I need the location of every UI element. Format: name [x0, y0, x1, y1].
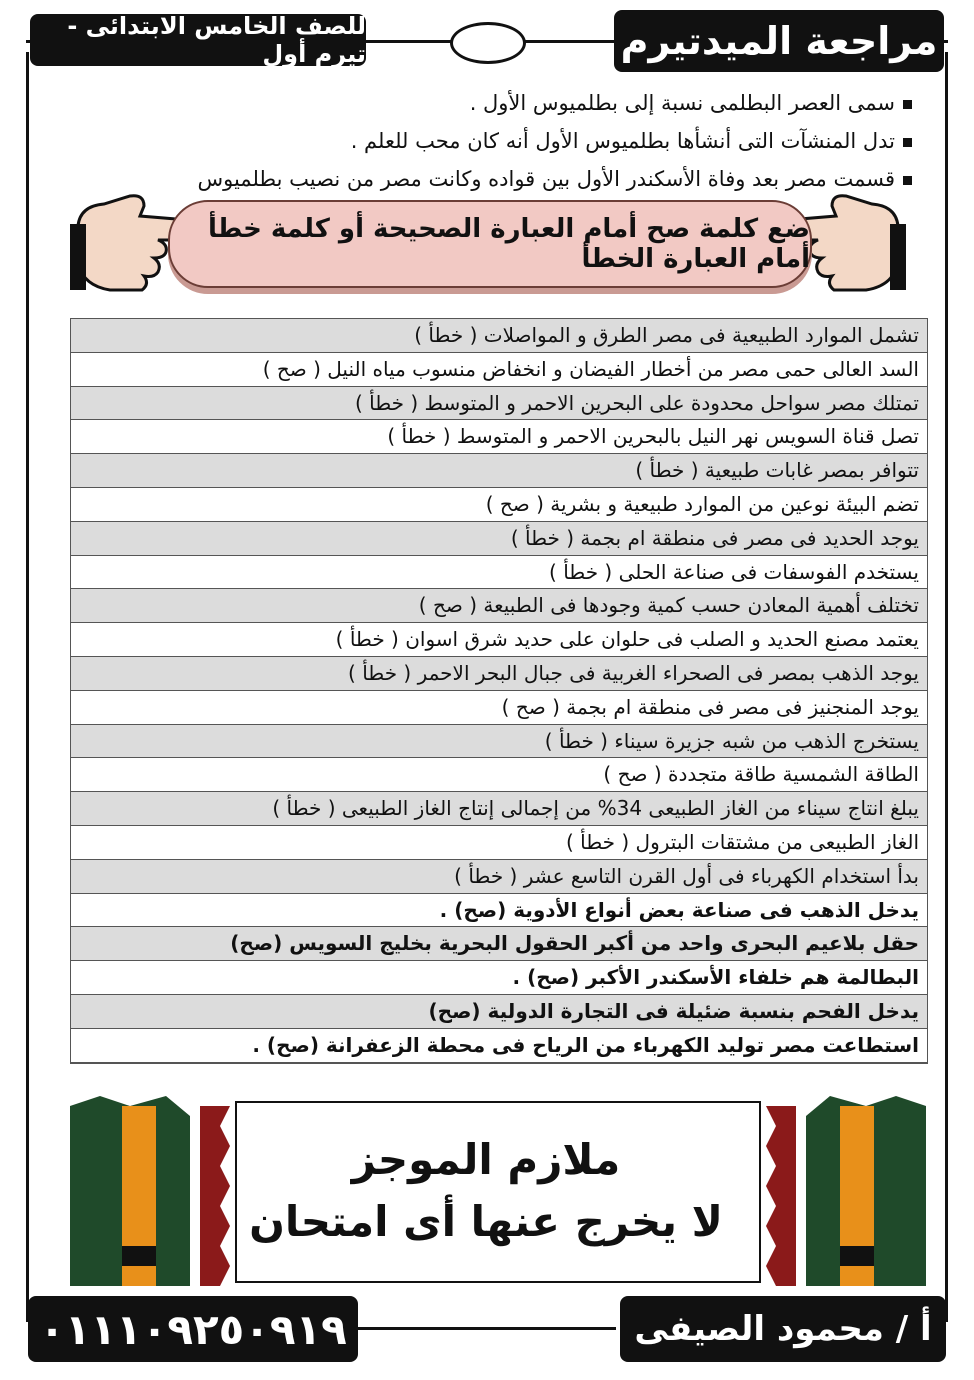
questions-table	[70, 318, 928, 1064]
question-row: يستخرج الذهب من شبه جزيرة سيناء ( خطأ )	[71, 725, 927, 759]
slogan-line-2: لا يخرج عنها أى امتحان	[249, 1197, 723, 1246]
question-row: تختلف أهمية المعادن حسب كمية وجودها فى الطبيعة ( صح )	[71, 589, 927, 623]
question-row: السد العالى حمى مصر من أخطار الفيضان و انخفاض منسوب مياه النيل ( صح )	[71, 353, 927, 387]
question-row: الغاز الطبيعى من مشتقات البترول ( خطأ )	[71, 826, 927, 860]
question-row: يدخل الفحم بنسبة ضئيلة فى التجارة الدولية (صح)	[71, 995, 927, 1029]
question-row: الطاقة الشمسية طاقة متجددة ( صح )	[71, 758, 927, 792]
square-bullet-icon	[903, 138, 912, 147]
question-row: حقل بلاعيم البحرى واحد من أكبر الحقول البحرية بخليج السويس (صح)	[71, 927, 927, 961]
page-title: مراجعة الميدتيرم	[614, 10, 944, 72]
instruction-banner: ضع كلمة صح أمام العبارة الصحيحة أو كلمة خطأ أمام العبارة الخطأ	[168, 200, 812, 288]
question-row: تضم البيئة نوعين من الموارد طبيعية و بشرية ( صح )	[71, 488, 927, 522]
square-bullet-icon	[903, 176, 912, 185]
question-row: يوجد المنجنيز فى مصر فى منطقة ام بجمة ( صح )	[71, 691, 927, 725]
question-row: يبلغ انتاج سيناء من الغاز الطبيعى 34% من إجمالى إنتاج الغاز الطبيعى ( خطأ )	[71, 792, 927, 826]
bullet-text: تدل المنشآت التى أنشأها بطلميوس الأول أنه كان محب للعلم .	[350, 129, 895, 153]
question-row: تتوافر بمصر غابات طبيعية ( خطأ )	[71, 454, 927, 488]
intro-bullets	[92, 84, 912, 198]
question-row: يوجد الحديد فى مصر فى منطقة ام بجمة ( خطأ )	[71, 522, 927, 556]
bottom-rule	[358, 1327, 616, 1330]
slogan	[246, 1106, 726, 1276]
square-bullet-icon	[903, 100, 912, 109]
bullet-item	[92, 84, 912, 122]
question-row: بدأ استخدام الكهرباء فى أول القرن التاسع عشر ( خطأ )	[71, 860, 927, 894]
question-row: يستخدم الفوسفات فى صناعة الحلى ( خطأ )	[71, 556, 927, 590]
author-name: أ / محمود الصيفى	[620, 1296, 946, 1362]
phone-number: ٠١١١٠٩٢٥٠٩١٩	[28, 1296, 358, 1362]
slogan-line-1: ملازم الموجز	[351, 1135, 621, 1184]
question-row: تصل قناة السويس نهر النيل بالبحرين الاحمر و المتوسط ( خطأ )	[71, 420, 927, 454]
question-row: استطاعت مصر توليد الكهرباء من الرياح فى محطة الزعفرانة (صح) .	[71, 1029, 927, 1063]
question-row: تمتلك مصر سواحل محدودة على البحرين الاحمر و المتوسط ( خطأ )	[71, 387, 927, 421]
bullet-item	[92, 122, 912, 160]
bullet-text: قسمت مصر بعد وفاة الأسكندر الأول بين قواده وكانت مصر من نصيب بطلميوس	[197, 167, 895, 191]
question-row: يدخل الذهب فى صناعة بعض أنواع الأدوية (صح) .	[71, 894, 927, 928]
question-row: يوجد الذهب بمصر فى الصحراء الغربية فى جبال البحر الاحمر ( خطأ )	[71, 657, 927, 691]
header-oval-ornament	[450, 22, 526, 64]
grade-label: للصف الخامس الابتدائى - تيرم أول	[30, 14, 366, 66]
question-row: تشمل الموارد الطبيعية فى مصر الطرق و المواصلات ( خطأ )	[71, 319, 927, 353]
bullet-text: سمى العصر البطلمى نسبة إلى بطلميوس الأول .	[469, 91, 895, 115]
question-row: البطالمة هم خلفاء الأسكندر الأكبر (صح) .	[71, 961, 927, 995]
question-row: يعتمد مصنع الحديد و الصلب فى حلوان على حديد شرق اسوان ( خطأ )	[71, 623, 927, 657]
